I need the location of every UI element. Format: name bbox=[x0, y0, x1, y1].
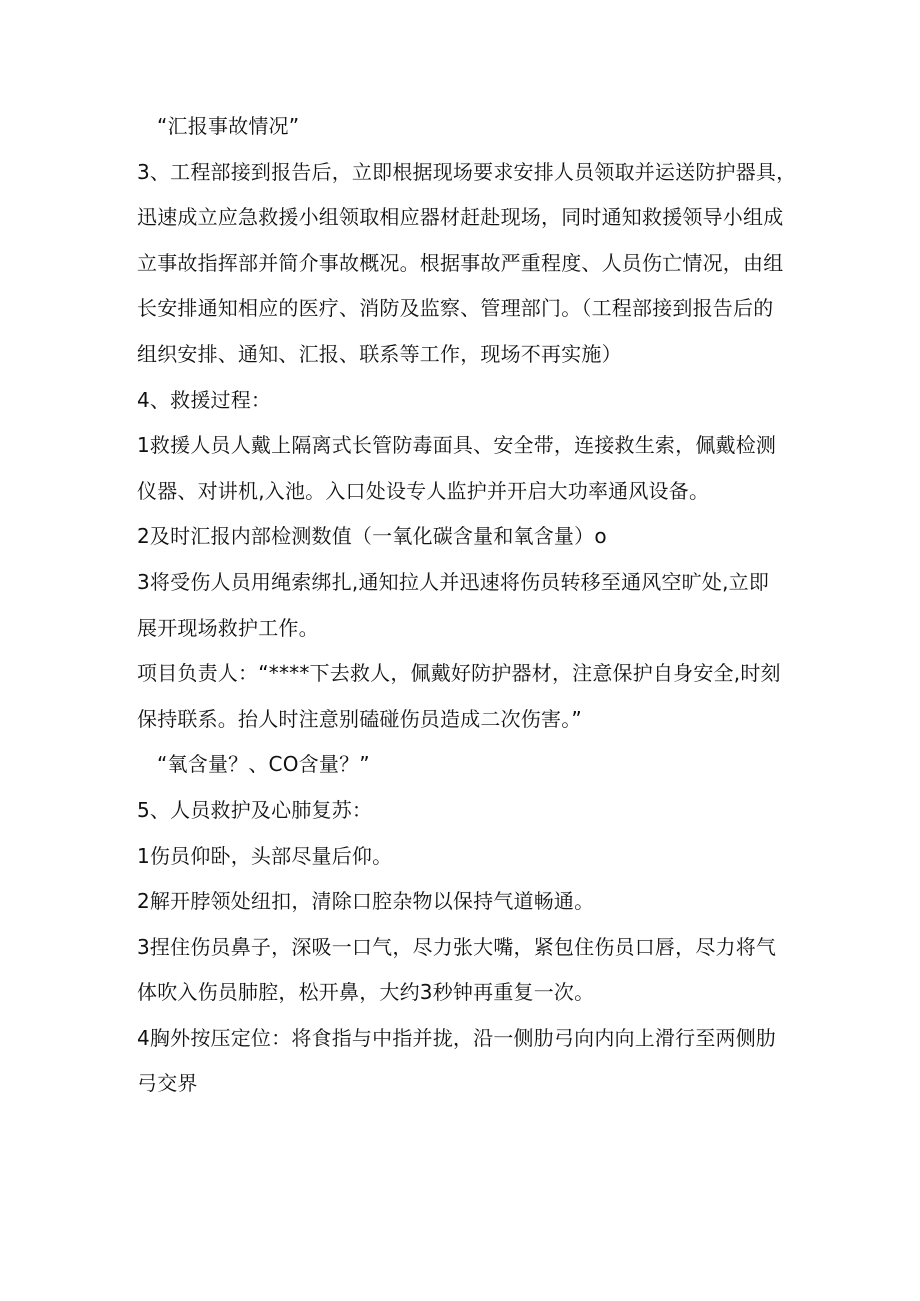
paragraph-line: 1救援人员人戴上隔离式长管防毒面具、安全带，连接救生索，佩戴检测 bbox=[137, 433, 777, 458]
paragraph-line: 3将受伤人员用绳索绑扎,通知拉人并迅速将伤员转移至通风空旷处,立即 bbox=[137, 569, 770, 594]
paragraph-line: 展开现场救护工作。 bbox=[137, 615, 319, 640]
section-heading: 5、人员救护及心肺复苏： bbox=[137, 797, 373, 822]
paragraph-line: 3、工程部接到报告后，立即根据现场要求安排人员领取并运送防护器具， bbox=[137, 159, 797, 184]
quote-line: “氧含量？、CO含量？” bbox=[157, 752, 370, 777]
paragraph-line: 长安排通知相应的医疗、消防及监察、管理部门。（工程部接到报告后的 bbox=[137, 296, 774, 321]
document-body bbox=[137, 104, 797, 1107]
paragraph-line: 体吹入伤员肺腔，松开鼻，大约3秒钟再重复一次。 bbox=[137, 980, 595, 1005]
paragraph-line: 保持联系。抬人时注意别磕碰伤员造成二次伤害。” bbox=[137, 706, 582, 731]
paragraph-line: 弓交界 bbox=[137, 1071, 198, 1096]
paragraph-line: 迅速成立应急救援小组领取相应器材赶赴现场，同时通知救援领导小组成 bbox=[137, 205, 784, 230]
paragraph-line: 2解开脖领处纽扣，清除口腔杂物以保持气道畅通。 bbox=[137, 889, 595, 914]
paragraph-line: 1伤员仰卧，头部尽量后仰。 bbox=[137, 843, 393, 868]
paragraph-line: 2及时汇报内部检测数值（一氧化碳含量和氧含量）o bbox=[137, 524, 607, 549]
quote-line: “汇报事故情况” bbox=[157, 114, 300, 138]
paragraph-line: 仪器、对讲机,入池。入口处设专人监护并开启大功率通风设备。 bbox=[137, 478, 710, 503]
paragraph-line: 项目负责人：“****下去救人，佩戴好防护器材，注意保护自身安全,时刻 bbox=[137, 661, 781, 686]
paragraph-line: 3捏住伤员鼻子，深吸一口气，尽力张大嘴，紧包住伤员口唇，尽力将气 bbox=[137, 934, 777, 959]
paragraph-line: 组织安排、通知、汇报、联系等工作，现场不再实施） bbox=[137, 341, 622, 366]
section-heading: 4、救援过程： bbox=[137, 387, 272, 412]
paragraph-line: 立事故指挥部并简介事故概况。根据事故严重程度、人员伤亡情况，由组 bbox=[137, 250, 784, 275]
paragraph-line: 4胸外按压定位：将食指与中指并拢，沿一侧肋弓向内向上滑行至两侧肋 bbox=[137, 1025, 777, 1050]
